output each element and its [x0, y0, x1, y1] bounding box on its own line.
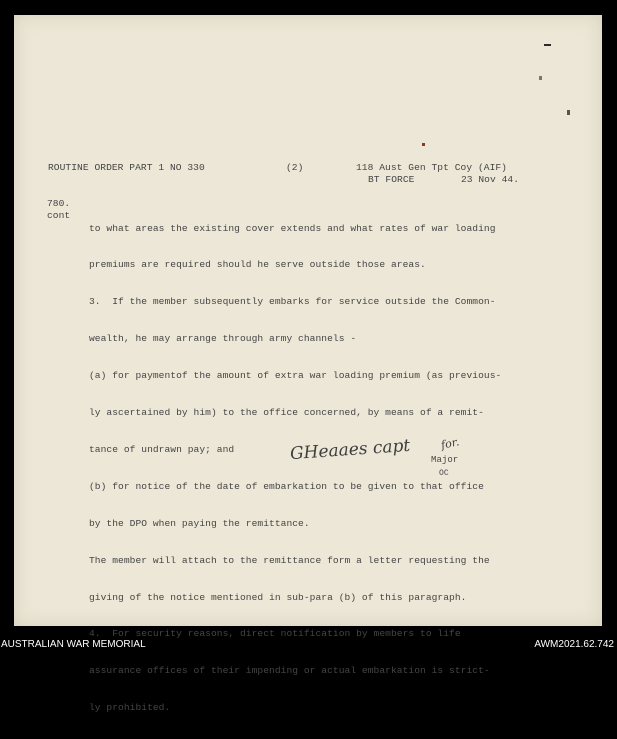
punch-mark — [567, 110, 570, 115]
text-line: (b) for notice of the date of embarkation to be given to that office — [89, 480, 484, 492]
footer-accession-number: AWM2021.62.742 — [534, 639, 614, 650]
footer-institution: AUSTRALIAN WAR MEMORIAL — [1, 639, 146, 650]
text-line: premiums are required should he serve outside those areas. — [89, 259, 426, 271]
text-line: assurance offices of their impending or actual embarkation is strict- — [89, 665, 490, 677]
signatory-title: OC — [439, 469, 449, 478]
text-line: giving of the notice mentioned in sub-para (b) of this paragraph. — [89, 591, 467, 603]
punch-mark — [544, 44, 551, 46]
force-and-date — [368, 174, 519, 186]
paragraph-number: 780. — [47, 198, 71, 209]
handwritten-signature: GHeaaes capt — [289, 435, 411, 465]
text-line: The member will attach to the remittance form a letter requesting the — [89, 554, 490, 566]
text-line: wealth, he may arrange through army channels - — [89, 333, 357, 345]
paragraph-continued: cont — [47, 210, 71, 221]
text-line: 4. For security reasons, direct notification by members to life — [89, 628, 461, 640]
text-line: ly prohibited. — [89, 702, 171, 714]
text-line: ly ascertained by him) to the office concerned, by means of a remit- — [89, 407, 484, 419]
ink-mark — [422, 143, 425, 146]
page-number: (2) — [286, 162, 304, 173]
text-line: (a) for paymentof the amount of extra war loading premium (as previous- — [89, 370, 502, 382]
handwritten-for: for. — [439, 435, 461, 452]
text-line: 3. If the member subsequently embarks for service outside the Common- — [89, 296, 496, 308]
force-name: BT FORCE — [368, 174, 415, 185]
order-title: ROUTINE ORDER PART 1 NO 330 — [48, 162, 205, 173]
text-line: tance of undrawn pay; and — [89, 443, 235, 455]
text-line: by the DPO when paying the remittance. — [89, 517, 310, 529]
unit-name: 118 Aust Gen Tpt Coy (AIF) — [356, 162, 507, 173]
signatory-rank: Major — [431, 455, 459, 465]
text-line: to what areas the existing cover extends and what rates of war loading — [89, 222, 496, 234]
punch-mark — [539, 76, 542, 80]
order-date: 23 Nov 44. — [460, 174, 520, 185]
